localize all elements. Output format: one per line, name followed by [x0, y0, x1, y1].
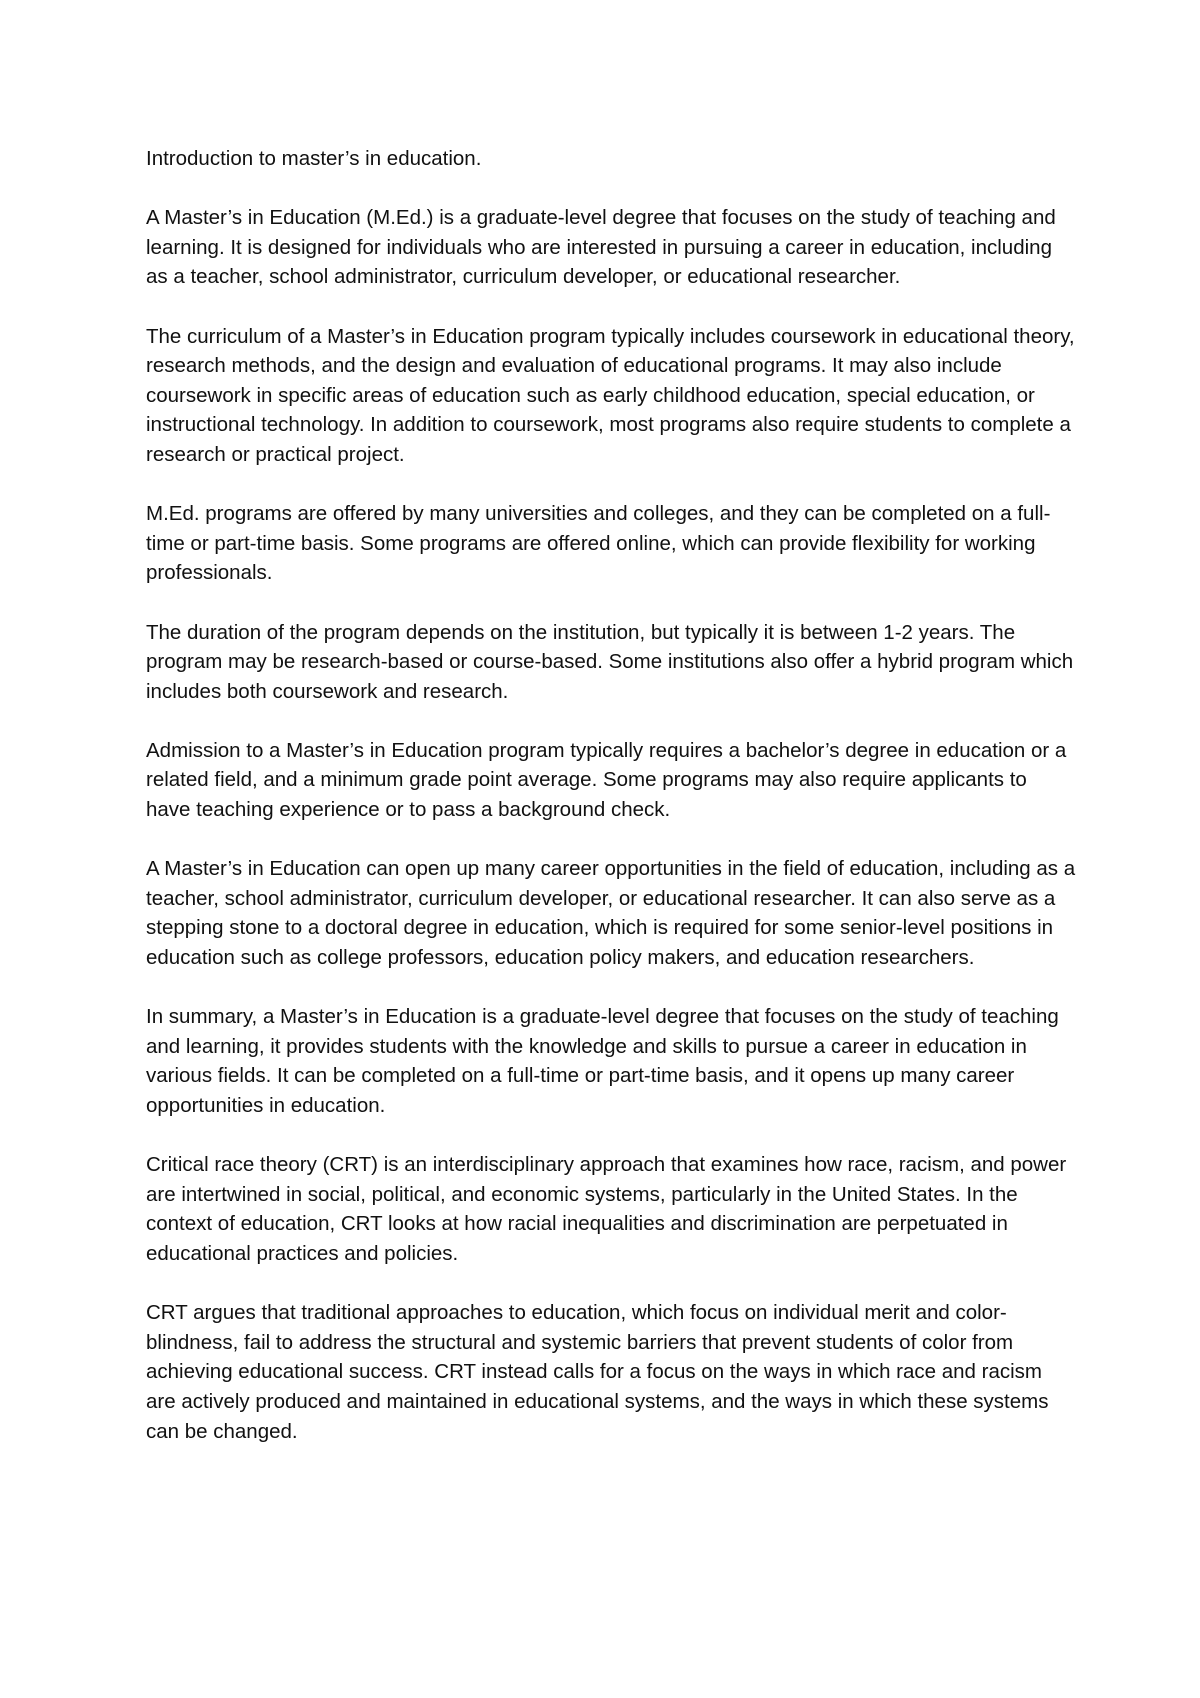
- paragraph-summary: In summary, a Master’s in Education is a graduate-level degree that focuses on the study of teaching and learning, it provides students with the knowledge and skills to pursue a career in education in various fields. It can be completed on a full-time or part-time basis, and it opens up many career opportunities in education.: [146, 1005, 1059, 1117]
- paragraph-crt-definition: Critical race theory (CRT) is an interdisciplinary approach that examines how race, racism, and power are intertwined in social, political, and economic systems, particularly in the United States. In the context of education, CRT looks at how racial inequalities and discrimination are perpetuated in educational practices and policies.: [146, 1153, 1067, 1265]
- paragraph-med-definition: A Master’s in Education (M.Ed.) is a graduate-level degree that focuses on the study of teaching and learning. It is designed for individuals who are interested in pursuing a career in education, including as a teacher, school administrator, curriculum developer, or educational researcher.: [146, 206, 1056, 289]
- paragraph-crt-argument: CRT argues that traditional approaches to education, which focus on individual merit and color-blindness, fail to address the structural and systemic barriers that prevent students of color from achieving educational success. CRT instead calls for a focus on the ways in which race and racism are actively produced and maintained in educational systems, and the ways in which these systems can be changed.: [146, 1301, 1049, 1443]
- document-title: Introduction to master’s in education.: [146, 147, 482, 170]
- document-body: [146, 144, 1076, 1476]
- paragraph-availability: M.Ed. programs are offered by many universities and colleges, and they can be completed on a full-time or part-time basis. Some programs are offered online, which can provide flexibility for working professionals.: [146, 502, 1051, 585]
- paragraph-career-opportunities: A Master’s in Education can open up many career opportunities in the field of education, including as a teacher, school administrator, curriculum developer, or educational researcher. It can also serve as a stepping stone to a doctoral degree in education, which is required for some senior-level positions in education such as college professors, education policy makers, and education researchers.: [146, 857, 1076, 970]
- paragraph-curriculum: The curriculum of a Master’s in Education program typically includes coursework in educational theory, research methods, and the design and evaluation of educational programs. It may also include coursework in specific areas of education such as early childhood education, special education, or instructional technology. In addition to coursework, most programs also require students to complete a research or practical project.: [146, 324, 1075, 466]
- paragraph-admission: Admission to a Master’s in Education program typically requires a bachelor’s degree in education or a related field, and a minimum grade point average. Some programs may also require applicants to have teaching experience or to pass a background check.: [146, 738, 1067, 822]
- paragraph-duration: The duration of the program depends on the institution, but typically it is between 1-2 years. The program may be research-based or course-based. Some institutions also offer a hybrid program which includes both coursework and research.: [146, 620, 1074, 703]
